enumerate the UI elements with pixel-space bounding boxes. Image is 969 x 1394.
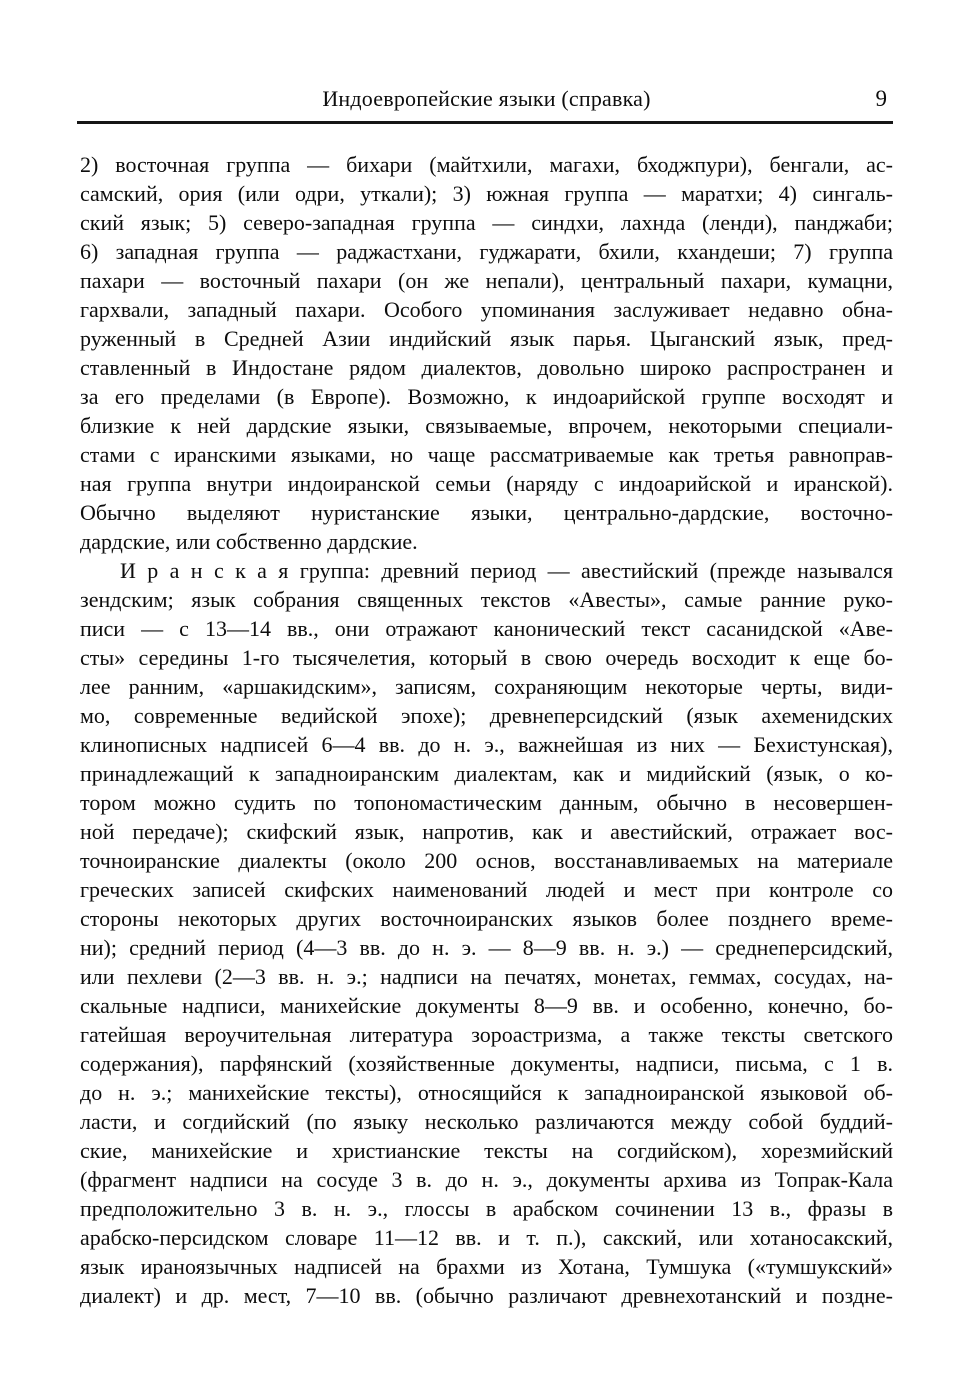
text-line: или пехлеви (2—3 вв. н. э.; надписи на печатях, монетах, геммах, сосудах, на- [80, 964, 893, 989]
text-line: содержания), парфянский (хозяйственные документы, надписи, письма, с 1 в. [80, 1051, 893, 1076]
text-line: Обычно выделяют нуристанские языки, центрально-дардские, восточно- [80, 500, 893, 525]
header-rule [77, 121, 893, 124]
text-line: ласти, и согдийский (по языку несколько различаются между собой буддий- [80, 1109, 893, 1134]
text-line: за его пределами (в Европе). Возможно, к индоарийской группе восходят и [80, 384, 893, 409]
text-line: гатейшая вероучительная литература зороастризма, а также тексты светского [80, 1022, 893, 1047]
text-line: язык ираноязычных надписей на брахми из Хотана, Тумшука («тумшукский» [80, 1254, 893, 1279]
text-line: (фрагмент надписи на сосуде 3 в. до н. э., документы архива из Топрак-Кала [80, 1167, 893, 1192]
text-line: гархвали, западный пахари. Особого упоминания заслуживает недавно обна- [80, 297, 893, 322]
text-line: 6) западная группа — раджастхани, гуджарати, бхили, кхандеши; 7) группа [80, 239, 893, 264]
paragraph [80, 150, 893, 556]
text-line: точноиранские диалекты (около 200 основ, восстанавливаемых на материале [80, 848, 893, 873]
text-line: ни); средний период (4—3 вв. до н. э. — 8—9 вв. н. э.) — среднеперсидский, [80, 935, 893, 960]
text-line: скальные надписи, манихейские документы 8—9 вв. и особенно, конечно, бо- [80, 993, 893, 1018]
text-line: клинописных надписей 6—4 вв. до н. э., важнейшая из них — Бехистунская), [80, 732, 893, 757]
text-line: арабско-персидском словаре 11—12 вв. и т. п.), сакский, или хотаносакский, [80, 1225, 893, 1250]
paragraph [80, 556, 893, 1310]
text-line: пахари — восточный пахари (он же непали), центральный пахари, кумацни, [80, 268, 893, 293]
running-title: Индоевропейские языки (справка) [322, 86, 651, 111]
text-line: руженный в Средней Азии индийский язык парья. Цыганский язык, пред- [80, 326, 893, 351]
body-text [80, 150, 893, 1310]
text-line: диалект) и др. мест, 7—10 вв. (обычно различают древнехотанский и поздне- [80, 1283, 893, 1308]
text-line: принадлежащий к западноиранским диалектам, как и мидийский (язык, о ко- [80, 761, 893, 786]
text-line: тором можно судить по топономастическим данным, обычно в несовершен- [80, 790, 893, 815]
text-line: самский, ория (или одри, уткали); 3) южная группа — маратхи; 4) сингаль- [80, 181, 893, 206]
page-number: 9 [875, 86, 887, 111]
text-line: ставленный в Индостане рядом диалектов, довольно широко распространен и [80, 355, 893, 380]
text-line: стами с иранскими языками, но чаще рассматриваемые как третья равноправ- [80, 442, 893, 467]
text-line: ский язык; 5) северо-западная группа — синдхи, лахнда (ленди), панджаби; [80, 210, 893, 235]
text-line: мо, современные ведийской эпохе); древнеперсидский (язык ахеменидских [80, 703, 893, 728]
running-head [80, 86, 893, 116]
text-line: ной передаче); скифский язык, напротив, как и авестийский, отражает вос- [80, 819, 893, 844]
text-line: зендским; язык собрания священных текстов «Авесты», самые ранние руко- [80, 587, 893, 612]
text-line: ная группа внутри индоиранской семьи (наряду с индоарийской и иранской). [80, 471, 893, 496]
text-line: ские, манихейские и христианские тексты на согдийском), хорезмийский [80, 1138, 893, 1163]
text-line: лее ранним, «аршакидским», записям, сохраняющим некоторые черты, види- [80, 674, 893, 699]
text-line: стороны некоторых других восточноиранских языков более позднего време- [80, 906, 893, 931]
text-line: 2) восточная группа — бихари (майтхили, магахи, бходжпури), бенгали, ас- [80, 152, 893, 177]
text-line: до н. э.; манихейские тексты), относящийся к западноиранской языковой об- [80, 1080, 893, 1105]
text-line: предположительно 3 в. н. э., глоссы в арабском сочинении 13 в., фразы в [80, 1196, 893, 1221]
text-line: близкие к ней дардские языки, связываемые, впрочем, некоторыми специали- [80, 413, 893, 438]
text-line: греческих записей скифских наименований людей и мест при контроле со [80, 877, 893, 902]
text-line: сты» середины 1-го тысячелетия, который в свою очередь восходит к еще бо- [80, 645, 893, 670]
text-line: дардские, или собственно дардские. [80, 529, 418, 554]
text-line: И р а н с к а я группа: древний период — авестийский (прежде назывался [120, 558, 893, 583]
text-line: писи — с 13—14 вв., они отражают канонический текст сасанидской «Аве- [80, 616, 893, 641]
